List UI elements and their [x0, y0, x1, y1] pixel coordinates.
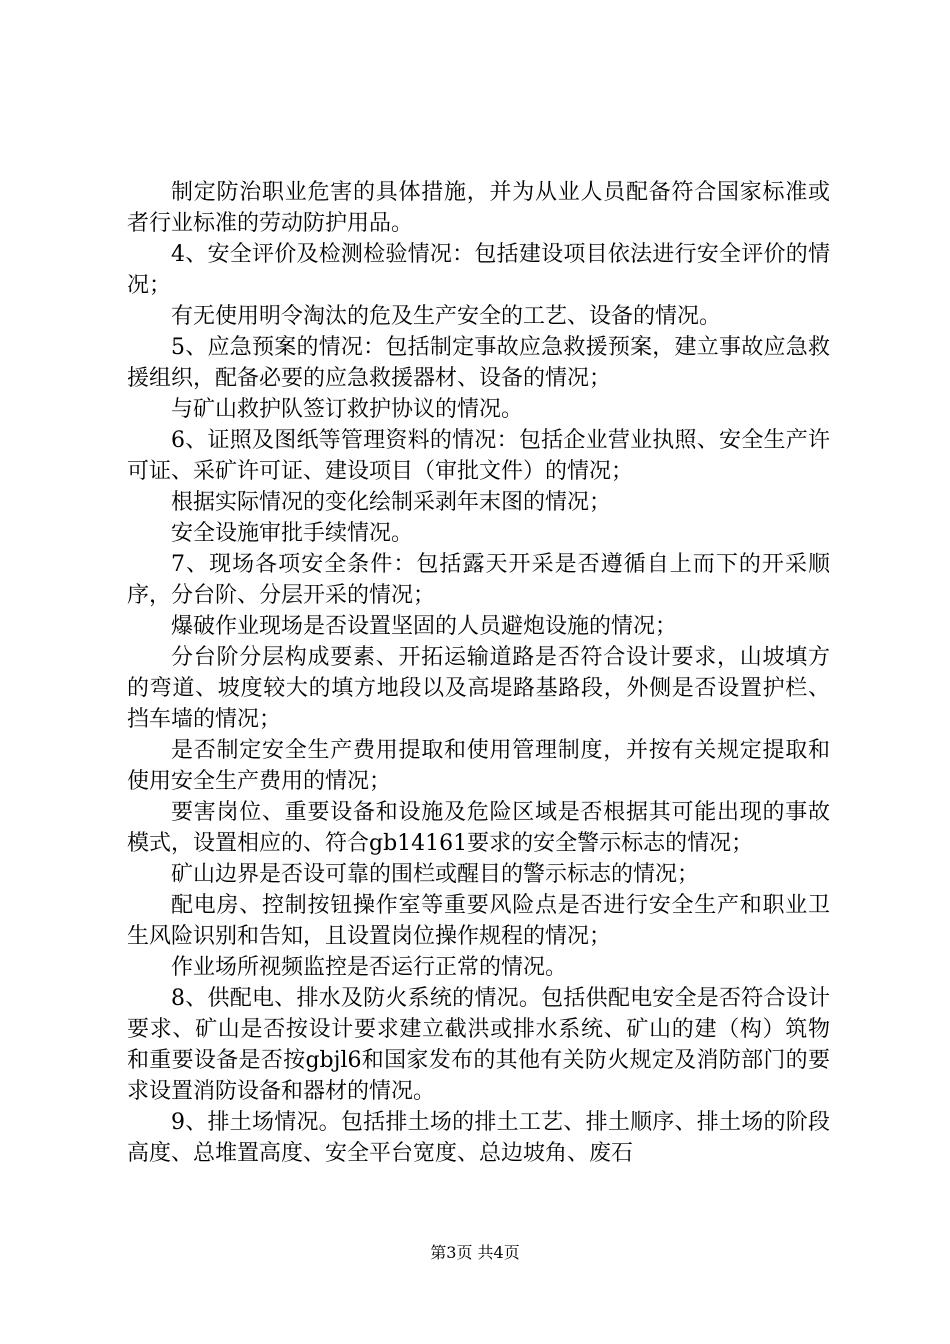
page-number-footer: 第3页 共4页: [430, 1243, 520, 1262]
paragraph: 9、排土场情况。包括排土场的排土工艺、排土顺序、排土场的阶段高度、总堆置高度、安全平台宽度、总边坡角、废石: [127, 1110, 830, 1166]
paragraph: 作业场所视频监控是否运行正常的情况。: [171, 955, 568, 980]
paragraph: 分台阶分层构成要素、开拓运输道路是否符合设计要求，山坡填方的弯道、坡度较大的填方地段以及高堤路基路段，外侧是否设置护栏、挡车墙的情况；: [127, 645, 830, 732]
paragraph: 根据实际情况的变化绘制采剥年末图的情况；: [171, 490, 612, 515]
paragraph: 8、供配电、排水及防火系统的情况。包括供配电安全是否符合设计要求、矿山是否按设计要求建立截洪或排水系统、矿山的建（构）筑物和重要设备是否按gbjl6和国家发布的其他有关防火规定及消防部门的要求设置消防设备和器材的情况。: [127, 986, 830, 1104]
paragraph: 制定防治职业危害的具体措施，并为从业人员配备符合国家标准或者行业标准的劳动防护用品。: [127, 180, 830, 236]
document-body: [127, 177, 830, 1169]
paragraph: 矿山边界是否设可靠的围栏或醒目的警示标志的情况；: [171, 862, 700, 887]
paragraph: 安全设施审批手续情况。: [171, 521, 414, 546]
paragraph: 有无使用明令淘汰的危及生产安全的工艺、设备的情况。: [171, 304, 722, 329]
paragraph: 配电房、控制按钮操作室等重要风险点是否进行安全生产和职业卫生风险识别和告知，且设置岗位操作规程的情况；: [127, 893, 830, 949]
paragraph: 7、现场各项安全条件：包括露天开采是否遵循自上而下的开采顺序，分台阶、分层开采的情况；: [127, 552, 830, 608]
paragraph: 爆破作业现场是否设置坚固的人员避炮设施的情况；: [171, 614, 678, 639]
paragraph: 是否制定安全生产费用提取和使用管理制度，并按有关规定提取和使用安全生产费用的情况；: [127, 738, 830, 794]
paragraph: 5、应急预案的情况：包括制定事故应急救援预案，建立事故应急救援组织，配备必要的应急救援器材、设备的情况；: [127, 335, 830, 391]
paragraph: 与矿山救护队签订救护协议的情况。: [171, 397, 524, 422]
paragraph: 4、安全评价及检测检验情况：包括建设项目依法进行安全评价的情况；: [127, 242, 830, 298]
paragraph: 要害岗位、重要设备和设施及危险区域是否根据其可能出现的事故模式，设置相应的、符合gb14161要求的安全警示标志的情况；: [127, 800, 830, 856]
paragraph: 6、证照及图纸等管理资料的情况：包括企业营业执照、安全生产许可证、采矿许可证、建设项目（审批文件）的情况；: [127, 428, 830, 484]
